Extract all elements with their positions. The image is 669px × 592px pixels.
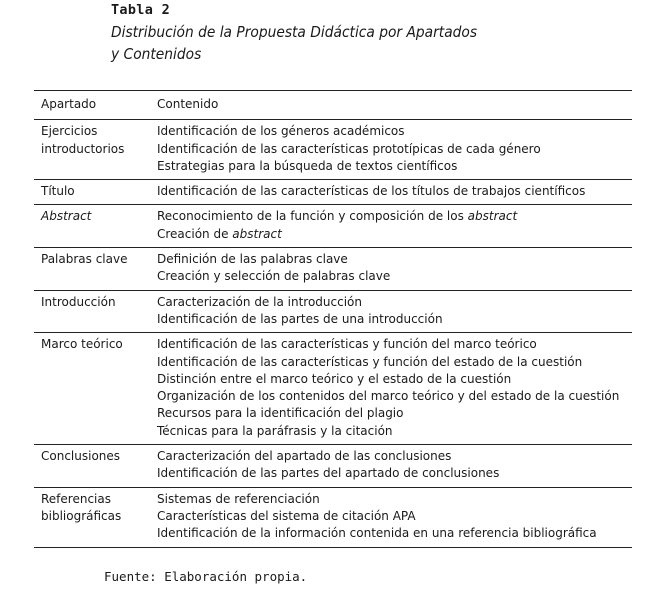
content-item xyxy=(157,268,632,285)
content-cell xyxy=(157,333,632,445)
content-text: Distinción entre el marco teórico y el estado de la cuestión xyxy=(157,371,512,386)
header-section: Apartado xyxy=(41,97,97,111)
content-item xyxy=(157,405,632,422)
content-item xyxy=(157,465,632,482)
content-text: abstract xyxy=(232,226,282,241)
content-item xyxy=(157,525,632,542)
content-text: Identificación de las características y función del estado de la cuestión xyxy=(157,354,583,369)
content-item xyxy=(157,311,632,328)
section-label: Referencias xyxy=(41,491,111,506)
content-text: Características del sistema de citación APA xyxy=(157,508,416,523)
content-text: Reconocimiento de la función y composición de los xyxy=(157,209,468,224)
content-text: abstract xyxy=(467,209,518,224)
content-cell xyxy=(157,180,632,205)
table-row xyxy=(34,120,632,180)
content-text: Sistemas de referenciación xyxy=(157,491,320,506)
content-item xyxy=(157,491,632,508)
section-label: Palabras clave xyxy=(41,252,128,267)
content-text: Creación de xyxy=(157,226,233,241)
section-label: Título xyxy=(41,184,75,199)
section-cell xyxy=(34,180,157,205)
content-text: Caracterización de la introducción xyxy=(157,294,362,309)
content-item xyxy=(157,354,632,371)
section-label: Marco teórico xyxy=(41,337,123,352)
content-item xyxy=(157,294,632,311)
content-item xyxy=(157,508,632,525)
table-body xyxy=(34,120,632,547)
header-row xyxy=(34,91,632,120)
content-item xyxy=(157,226,632,243)
section-cell xyxy=(34,248,157,291)
table-row xyxy=(34,205,632,248)
section-cell xyxy=(34,445,157,488)
table-title xyxy=(111,21,497,65)
section-label: introductorios xyxy=(41,141,125,156)
content-text: Creación y selección de palabras clave xyxy=(157,269,391,284)
content-item xyxy=(157,183,632,200)
content-text: Identificación de las características prototípicas de cada género xyxy=(157,141,541,156)
content-text: Identificación de los géneros académicos xyxy=(157,124,405,139)
section-label: Ejercicios xyxy=(41,124,98,139)
section-cell xyxy=(34,120,157,180)
content-cell xyxy=(157,445,632,488)
content-item xyxy=(157,158,632,175)
table-row xyxy=(34,445,632,488)
content-cell xyxy=(157,248,632,291)
section-cell xyxy=(34,333,157,445)
content-text: Identificación de la información contenida en una referencia bibliográfica xyxy=(157,526,597,541)
section-label: Abstract xyxy=(41,209,92,224)
section-label: Conclusiones xyxy=(41,449,121,464)
table-row xyxy=(34,248,632,291)
content-item xyxy=(157,251,632,268)
content-item xyxy=(157,371,632,388)
content-text: Identificación de las partes de una introducción xyxy=(157,311,443,326)
content-item xyxy=(157,208,632,225)
content-text: Definición de las palabras clave xyxy=(157,252,348,267)
content-text: Organización de los contenidos del marco teórico y del estado de la cuestión xyxy=(157,389,620,404)
content-item xyxy=(157,336,632,353)
section-label: bibliográficas xyxy=(41,508,122,523)
table-row xyxy=(34,180,632,205)
section-cell xyxy=(34,290,157,333)
content-text: Técnicas para la paráfrasis y la citación xyxy=(157,423,393,438)
table-title-line: y Contenidos xyxy=(111,45,202,63)
content-item xyxy=(157,388,632,405)
content-text: Identificación de las partes del apartado de conclusiones xyxy=(157,466,500,481)
source-note: Fuente: Elaboración propia. xyxy=(104,569,308,584)
table-label: Tabla 2 xyxy=(111,2,170,18)
table-row xyxy=(34,290,632,333)
table-row xyxy=(34,333,632,445)
content-text: Estrategias para la búsqueda de textos científicos xyxy=(157,158,458,173)
table-row xyxy=(34,487,632,547)
content-text: Identificación de las características y función del marco teórico xyxy=(157,337,537,352)
content-cell xyxy=(157,290,632,333)
content-text: Recursos para la identificación del plagio xyxy=(157,406,404,421)
section-cell xyxy=(34,205,157,248)
section-cell xyxy=(34,487,157,547)
table-title-line: Distribución de la Propuesta Didáctica por Apartados xyxy=(111,23,478,41)
content-table xyxy=(34,90,632,548)
content-cell xyxy=(157,120,632,180)
header-content: Contenido xyxy=(157,97,219,111)
content-item xyxy=(157,123,632,140)
content-item xyxy=(157,448,632,465)
content-cell xyxy=(157,205,632,248)
content-item xyxy=(157,141,632,158)
content-cell xyxy=(157,487,632,547)
content-item xyxy=(157,423,632,440)
content-text: Identificación de las características de los títulos de trabajos científicos xyxy=(157,184,586,199)
section-label: Introducción xyxy=(41,294,116,309)
content-text: Caracterización del apartado de las conclusiones xyxy=(157,449,452,464)
